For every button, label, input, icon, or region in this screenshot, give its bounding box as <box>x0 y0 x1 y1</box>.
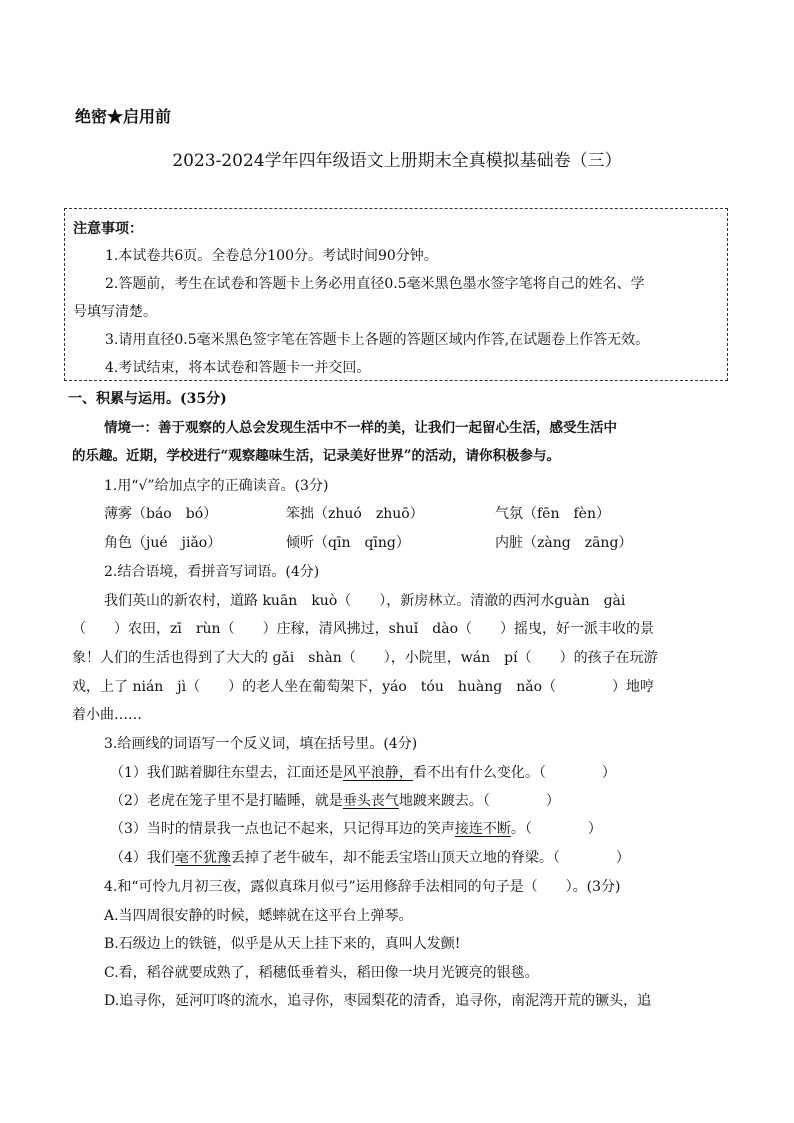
context-line: 情境一：善于观察的人总会发现生活中不一样的美，让我们一起留心生活，感受生活中 <box>104 420 617 436</box>
q3-text: （1）我们踮着脚往东望去，江面还是 <box>110 765 343 781</box>
q3-item <box>110 762 616 782</box>
q1-stem: 1.用“√”给加点字的正确读音。(3分) <box>104 478 329 494</box>
secret-label: 绝密★启用前 <box>75 107 172 126</box>
q3-item <box>110 818 602 838</box>
q3-text: （3）当时的情景我一点也记不起来，只记得耳边的笑声 <box>110 821 455 837</box>
q3-underlined-word: 垂头丧气 <box>342 793 399 809</box>
q4-option: A.当四周很安静的时候，蟋蟀就在这平台上弹琴。 <box>104 908 413 924</box>
q1-item: 倾听（qīn qīng） <box>286 535 410 551</box>
notice-item: 1.本试卷共6页。全卷总分100分。考试时间90分钟。 <box>105 248 438 264</box>
q2-line: 戏，上了 nián jì（ ）的老人坐在葡萄架下，yáo tóu huànɡ nǎo（ ）地哼 <box>72 679 655 695</box>
q1-item: 气氛（fēn fèn） <box>495 506 610 522</box>
q3-text: 地踱来踱去。（ ） <box>398 793 560 809</box>
q4-option: C.看，稻谷就要成熟了，稻穗低垂着头，稻田像一块月光镀亮的银毯。 <box>104 965 539 981</box>
notice-item: 3.请用直径0.5毫米黑色签字笔在答题卡上各题的答题区域内作答,在试题卷上作答无效。 <box>105 332 650 348</box>
q1-item: 角色（jué jiǎo） <box>104 535 222 551</box>
section-heading: 一、积累与运用。(35分) <box>68 391 227 407</box>
q1-item: 笨拙（zhuó zhuō） <box>286 506 424 522</box>
notice-box <box>64 208 728 381</box>
notice-heading: 注意事项： <box>73 221 143 237</box>
q3-item <box>110 790 560 810</box>
q3-text: 。（ ） <box>510 821 602 837</box>
exam-title: 2023-2024学年四年级语文上册期末全真模拟基础卷（三） <box>172 151 622 171</box>
q3-underlined-word: 接连不断 <box>454 821 511 837</box>
q3-text: 丢掉了老牛破车，却不能丢宝塔山顶天立地的脊梁。（ ） <box>230 850 630 866</box>
q4-option: B.石级边上的铁链，似乎是从天上挂下来的，真叫人发颤! <box>104 936 461 952</box>
q4-stem: 4.和“可怜九月初三夜，露似真珠月似弓”运用修辞手法相同的句子是（ ）。(3分) <box>104 879 621 895</box>
q1-item: 内脏（zàng zāng） <box>495 535 633 551</box>
q2-line: 象！人们的生活也得到了大大的 ɡǎi shàn（ ），小院里，wán pí（ ）的孩子在玩游 <box>72 650 658 666</box>
q2-line: 我们英山的新农村，道路 kuān kuò（ ），新房林立。清澈的西河水ɡuàn ɡài <box>104 593 626 609</box>
q2-line: （ ）农田，zī rùn（ ）庄稼，清风拂过，shuǐ dào（ ）摇曳，好一派丰收的景 <box>72 621 655 637</box>
notice-item: 4.考试结束，将本试卷和答题卡一并交回。 <box>105 360 371 376</box>
notice-item: 号填写清楚。 <box>73 304 157 320</box>
q4-option: D.追寻你，延河叮咚的流水，追寻你，枣园梨花的清香，追寻你，南泥湾开荒的镢头，追 <box>104 993 652 1009</box>
q3-underlined-word: 风平浪静， <box>342 765 413 781</box>
q2-stem: 2.结合语境，看拼音写词语。(4分) <box>104 564 320 580</box>
q3-text: （4）我们 <box>110 850 175 866</box>
q3-text: （2）老虎在笼子里不是打瞌睡，就是 <box>110 793 343 809</box>
context-line: 的乐趣。近期，学校进行“观察趣味生活，记录美好世界”的活动，请你积极参与。 <box>72 448 561 464</box>
q3-text: 看不出有什么变化。（ ） <box>412 765 616 781</box>
q3-stem: 3.给画线的词语写一个反义词，填在括号里。(4分) <box>104 736 418 752</box>
q1-item: 薄雾（báo bó） <box>104 506 218 522</box>
q3-underlined-word: 毫不犹豫 <box>174 850 231 866</box>
q3-item <box>110 847 630 867</box>
notice-item: 2.答题前，考生在试卷和答题卡上务必用直径0.5毫米黑色墨水签字笔将自己的姓名、学 <box>105 276 645 292</box>
q2-line: 着小曲…… <box>72 707 142 723</box>
